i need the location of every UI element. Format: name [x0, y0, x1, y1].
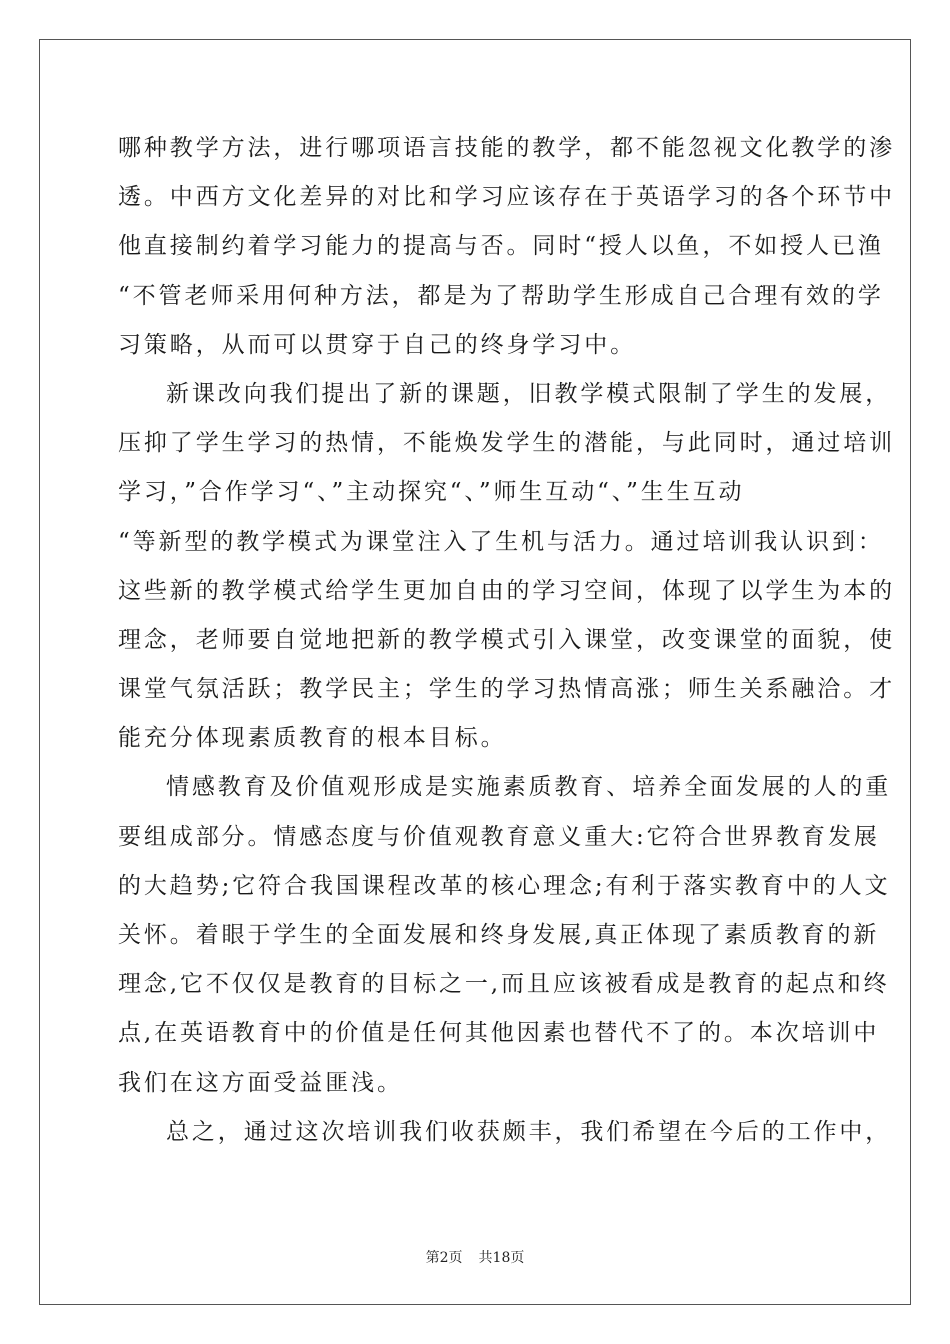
text-line: 课堂气氛活跃；教学民主；学生的学习热情高涨；师生关系融洽。才 — [118, 676, 895, 703]
text-line: 总之，通过这次培训我们收获颇丰，我们希望在今后的工作中， — [166, 1118, 892, 1145]
text-line: 压抑了学生学习的热情，不能焕发学生的潜能，与此同时，通过培训 — [118, 430, 895, 457]
paragraph-4 — [118, 1108, 892, 1157]
text-line: “不管老师采用何种方法，都是为了帮助学生形成自己合理有效的学 — [118, 282, 884, 309]
text-line: 我们在这方面受益匪浅。 — [118, 1069, 403, 1096]
text-line: 习策略，从而可以贯穿于自己的终身学习中。 — [118, 331, 636, 358]
text-line: 哪种教学方法，进行哪项语言技能的教学，都不能忽视文化教学的渗 — [118, 135, 895, 161]
page-total: 共18页 — [478, 1250, 525, 1266]
text-line: 关怀。着眼于学生的全面发展和终身发展,真正体现了素质教育的新 — [118, 922, 880, 948]
text-line: 新课改向我们提出了新的课题，旧教学模式限制了学生的发展， — [166, 380, 892, 407]
text-line: 要组成部分。情感态度与价值观教育意义重大:它符合世界教育发展 — [118, 823, 880, 850]
text-line: 学习，”合作学习“、”主动探究“、”师生互动“、”生生互动 — [118, 479, 745, 506]
page-number: 第2页 — [425, 1250, 463, 1266]
text-line: 能充分体现素质教育的根本目标。 — [118, 725, 507, 752]
text-line: “等新型的教学模式为课堂注入了生机与活力。通过培训我认识到： — [118, 528, 884, 555]
text-line: 透。中西方文化差异的对比和学习应该存在于英语学习的各个环节中 — [118, 184, 895, 211]
paragraph-3 — [118, 763, 892, 1107]
paragraph-2 — [118, 370, 895, 764]
text-line: 他直接制约着学习能力的提高与否。同时“授人以鱼，不如授人已渔 — [118, 233, 884, 260]
text-line: 理念,它不仅仅是教育的目标之一,而且应该被看成是教育的起点和终 — [118, 971, 890, 998]
paragraph-1 — [118, 124, 895, 370]
document-body — [118, 124, 895, 1157]
text-line: 点,在英语教育中的价值是任何其他因素也替代不了的。本次培训中 — [118, 1020, 880, 1047]
text-line: 这些新的教学模式给学生更加自由的学习空间，体现了以学生为本的 — [118, 577, 895, 604]
text-line: 的大趋势;它符合我国课程改革的核心理念;有利于落实教育中的人文 — [118, 872, 891, 899]
text-line: 理念，老师要自觉地把新的教学模式引入课堂，改变课堂的面貌，使 — [118, 626, 895, 653]
page-footer — [0, 1247, 950, 1267]
text-line: 情感教育及价值观形成是实施素质教育、培养全面发展的人的重 — [166, 774, 892, 801]
